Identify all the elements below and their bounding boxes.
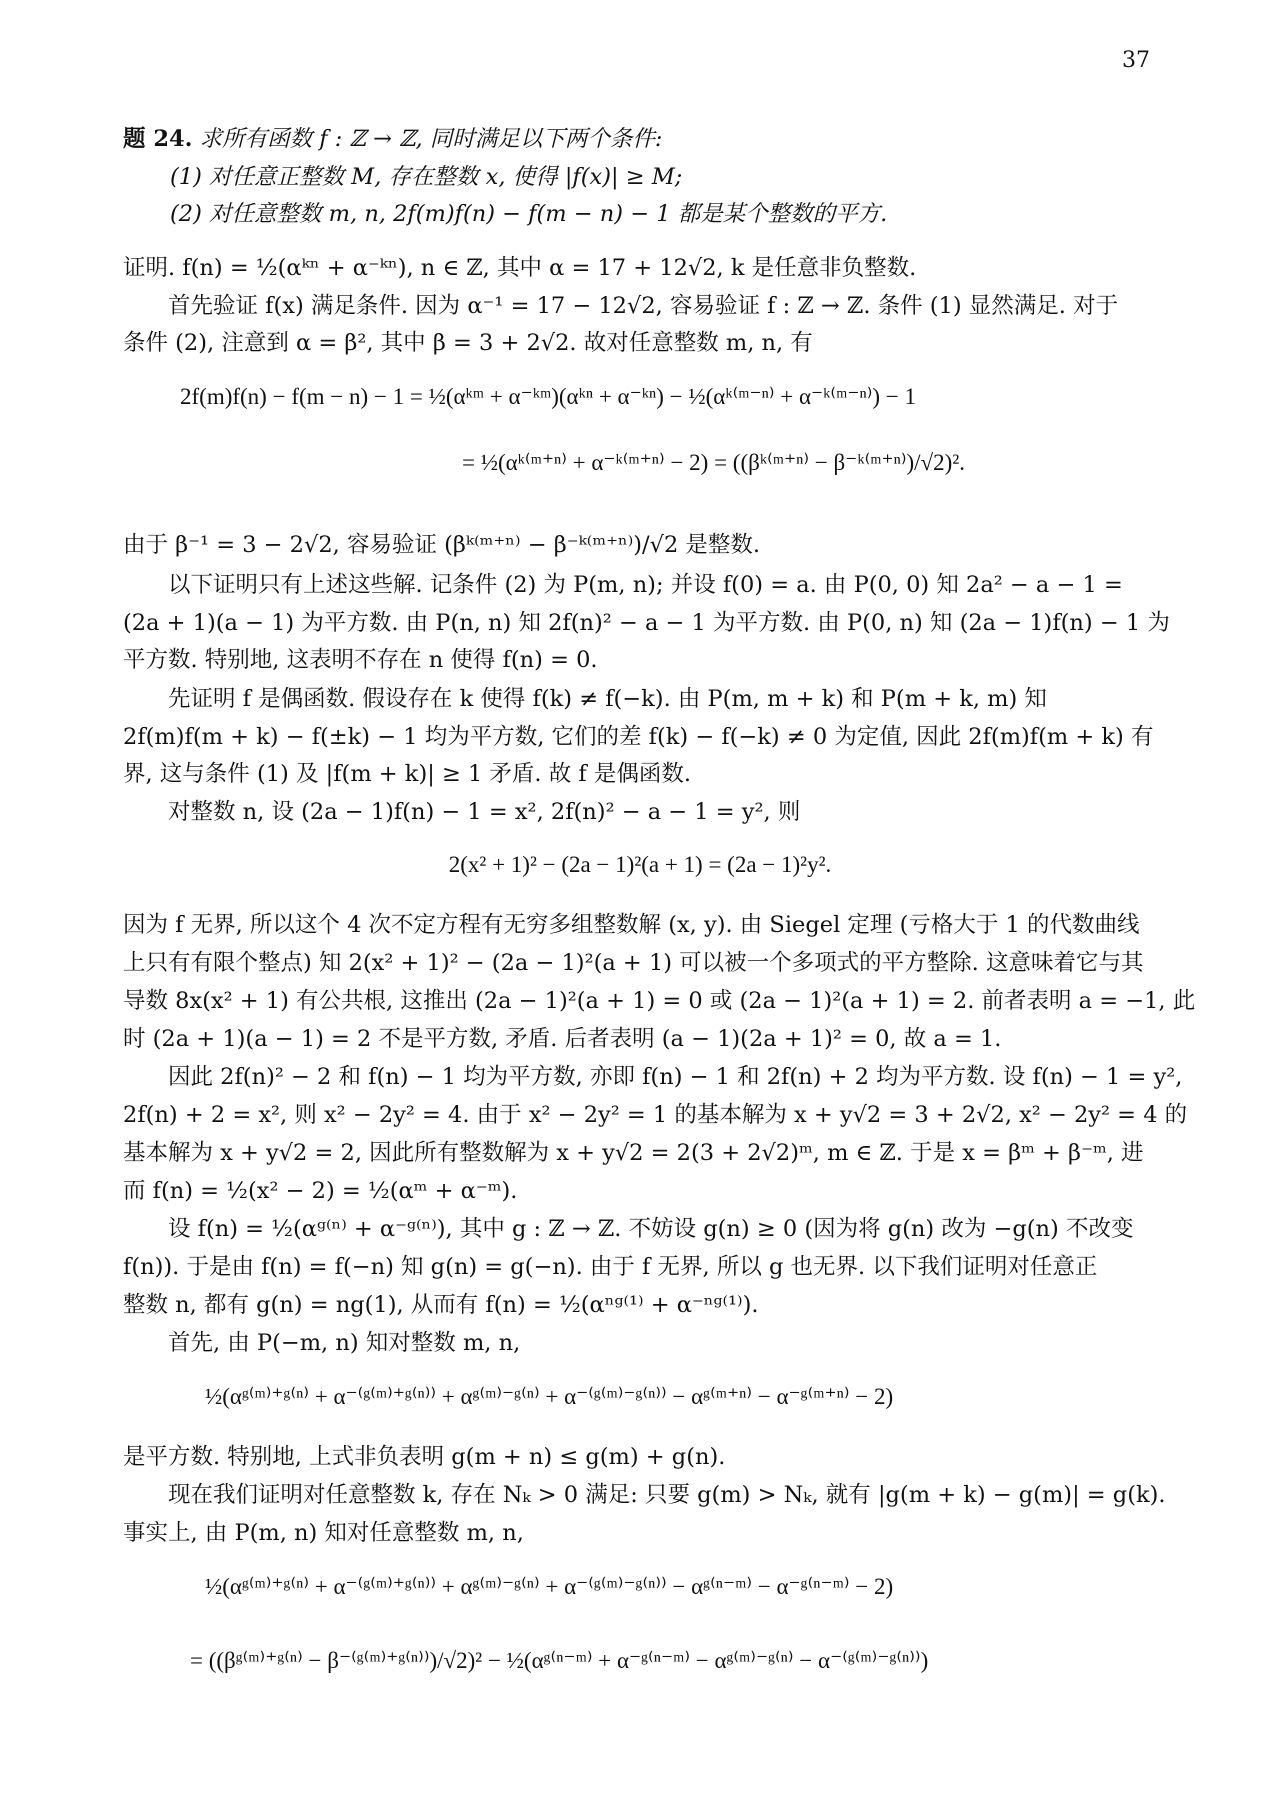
problem-statement bbox=[123, 122, 1157, 156]
text-line: 而 f(n) = ½(x² − 2) = ½(αᵐ + α⁻ᵐ). bbox=[123, 1178, 518, 1204]
text-line: 2f(n) + 2 = x², 则 x² − 2y² = 4. 由于 x² − 2y² = 1 的基本解为 x + y√2 = 3 + 2√2, x² − 2y² = 4 的 bbox=[123, 1102, 1188, 1128]
text-line: 因此 2f(n)² − 2 和 f(n) − 1 均为平方数, 亦即 f(n) − 1 和 2f(n) + 2 均为平方数. 设 f(n) − 1 = y², bbox=[168, 1064, 1183, 1090]
text-line: 上只有有限个整点) 知 2(x² + 1)² − (2a − 1)²(a + 1) 可以被一个多项式的平方整除. 这意味着它与其 bbox=[123, 950, 1144, 976]
text-line: 条件 (2), 注意到 α = β², 其中 β = 3 + 2√2. 故对任意整数 m, n, 有 bbox=[123, 330, 813, 356]
equation: ½(αᵍ⁽ᵐ⁾⁺ᵍ⁽ⁿ⁾ + α⁻⁽ᵍ⁽ᵐ⁾⁺ᵍ⁽ⁿ⁾⁾ + αᵍ⁽ᵐ⁾⁻ᵍ⁽ⁿ⁾ + α⁻⁽ᵍ⁽ᵐ⁾⁻ᵍ⁽ⁿ⁾⁾ − αᵍ⁽ᵐ⁺ⁿ⁾ − α⁻ᵍ⁽ᵐ⁺ⁿ⁾ − 2) bbox=[205, 1384, 894, 1409]
text-line: 平方数. 特别地, 这表明不存在 n 使得 f(n) = 0. bbox=[123, 647, 598, 673]
text-line: 是平方数. 特别地, 上式非负表明 g(m + n) ≤ g(m) + g(n). bbox=[123, 1444, 726, 1470]
page-number: 37 bbox=[1122, 48, 1150, 73]
text-line: 2f(m)f(m + k) − f(±k) − 1 均为平方数, 它们的差 f(k) − f(−k) ≠ 0 为定值, 因此 2f(m)f(m + k) 有 bbox=[123, 724, 1154, 750]
text-line: 因为 f 无界, 所以这个 4 次不定方程有无穷多组整数解 (x, y). 由 Siegel 定理 (亏格大于 1 的代数曲线 bbox=[123, 912, 1140, 938]
text-line: 事实上, 由 P(m, n) 知对任意整数 m, n, bbox=[123, 1520, 524, 1546]
equation: ½(αᵍ⁽ᵐ⁾⁺ᵍ⁽ⁿ⁾ + α⁻⁽ᵍ⁽ᵐ⁾⁺ᵍ⁽ⁿ⁾⁾ + αᵍ⁽ᵐ⁾⁻ᵍ⁽ⁿ⁾ + α⁻⁽ᵍ⁽ᵐ⁾⁻ᵍ⁽ⁿ⁾⁾ − αᵍ⁽ⁿ⁻ᵐ⁾ − α⁻ᵍ⁽ⁿ⁻ᵐ⁾ − 2) bbox=[205, 1574, 894, 1599]
text-line: (2a + 1)(a − 1) 为平方数. 由 P(n, n) 知 2f(n)² − a − 1 为平方数. 由 P(0, n) 知 (2a − 1)f(n) − 1 为 bbox=[123, 610, 1170, 636]
problem-text: 求所有函数 f : ℤ → ℤ, 同时满足以下两个条件: bbox=[199, 126, 663, 152]
text-line: 首先验证 f(x) 满足条件. 因为 α⁻¹ = 17 − 12√2, 容易验证 f : ℤ → ℤ. 条件 (1) 显然满足. 对于 bbox=[168, 293, 1119, 319]
equation: 2f(m)f(n) − f(m − n) − 1 = ½(αᵏᵐ + α⁻ᵏᵐ)(αᵏⁿ + α⁻ᵏⁿ) − ½(αᵏ⁽ᵐ⁻ⁿ⁾ + α⁻ᵏ⁽ᵐ⁻ⁿ⁾) − 1 bbox=[180, 384, 916, 409]
text-line: 界, 这与条件 (1) 及 |f(m + k)| ≥ 1 矛盾. 故 f 是偶函数. bbox=[123, 761, 692, 787]
text-line: 现在我们证明对任意整数 k, 存在 Nₖ > 0 满足: 只要 g(m) > Nₖ, 就有 |g(m + k) − g(m)| = g(k). bbox=[168, 1482, 1166, 1508]
equation: = ((βᵍ⁽ᵐ⁾⁺ᵍ⁽ⁿ⁾ − β⁻⁽ᵍ⁽ᵐ⁾⁺ᵍ⁽ⁿ⁾⁾)/√2)² − ½(αᵍ⁽ⁿ⁻ᵐ⁾ + α⁻ᵍ⁽ⁿ⁻ᵐ⁾ − αᵍ⁽ᵐ⁾⁻ᵍ⁽ⁿ⁾ − α⁻⁽ᵍ⁽ᵐ⁾⁻ᵍ⁽ⁿ⁾⁾) bbox=[190, 1648, 929, 1673]
condition-1: (1) 对任意正整数 M, 存在整数 x, 使得 |f(x)| ≥ M; bbox=[170, 164, 683, 190]
text-line: 由于 β⁻¹ = 3 − 2√2, 容易验证 (βᵏ⁽ᵐ⁺ⁿ⁾ − β⁻ᵏ⁽ᵐ⁺ⁿ⁾)/√2 是整数. bbox=[123, 532, 761, 558]
text-line: 导数 8x(x² + 1) 有公共根, 这推出 (2a − 1)²(a + 1) = 0 或 (2a − 1)²(a + 1) = 2. 前者表明 a = −1, 此 bbox=[123, 988, 1196, 1014]
equation: 2(x² + 1)² − (2a − 1)²(a + 1) = (2a − 1)²y². bbox=[448, 852, 832, 877]
text-line: 对整数 n, 设 (2a − 1)f(n) − 1 = x², 2f(n)² − a − 1 = y², 则 bbox=[168, 799, 801, 825]
text-line: 首先, 由 P(−m, n) 知对整数 m, n, bbox=[168, 1330, 521, 1356]
text-line: 整数 n, 都有 g(n) = ng(1), 从而有 f(n) = ½(αⁿᵍ⁽¹⁾ + α⁻ⁿᵍ⁽¹⁾). bbox=[123, 1292, 759, 1318]
text-line: 基本解为 x + y√2 = 2, 因此所有整数解为 x + y√2 = 2(3 + 2√2)ᵐ, m ∈ ℤ. 于是 x = βᵐ + β⁻ᵐ, 进 bbox=[123, 1140, 1144, 1166]
text-line: 时 (2a + 1)(a − 1) = 2 不是平方数, 矛盾. 后者表明 (a − 1)(2a + 1)² = 0, 故 a = 1. bbox=[123, 1026, 1002, 1052]
text-line: 以下证明只有上述这些解. 记条件 (2) 为 P(m, n); 并设 f(0) = a. 由 P(0, 0) 知 2a² − a − 1 = bbox=[168, 572, 1123, 598]
text-line: 先证明 f 是偶函数. 假设存在 k 使得 f(k) ≠ f(−k). 由 P(m, m + k) 和 P(m + k, m) 知 bbox=[168, 686, 1047, 712]
condition-2: (2) 对任意整数 m, n, 2f(m)f(n) − f(m − n) − 1 都是某个整数的平方. bbox=[170, 201, 888, 227]
text-line: 设 f(n) = ½(αᵍ⁽ⁿ⁾ + α⁻ᵍ⁽ⁿ⁾), 其中 g : ℤ → ℤ. 不妨设 g(n) ≥ 0 (因为将 g(n) 改为 −g(n) 不改变 bbox=[168, 1216, 1134, 1242]
proof-line: 证明. f(n) = ½(αᵏⁿ + α⁻ᵏⁿ), n ∈ ℤ, 其中 α = 17 + 12√2, k 是任意非负整数. bbox=[123, 255, 917, 281]
problem-label: 题 24. bbox=[123, 126, 193, 152]
text-line: f(n)). 于是由 f(n) = f(−n) 知 g(n) = g(−n). 由于 f 无界, 所以 g 也无界. 以下我们证明对任意正 bbox=[123, 1254, 1098, 1280]
equation: = ½(αᵏ⁽ᵐ⁺ⁿ⁾ + α⁻ᵏ⁽ᵐ⁺ⁿ⁾ − 2) = ((βᵏ⁽ᵐ⁺ⁿ⁾ − β⁻ᵏ⁽ᵐ⁺ⁿ⁾)/√2)². bbox=[462, 450, 965, 475]
